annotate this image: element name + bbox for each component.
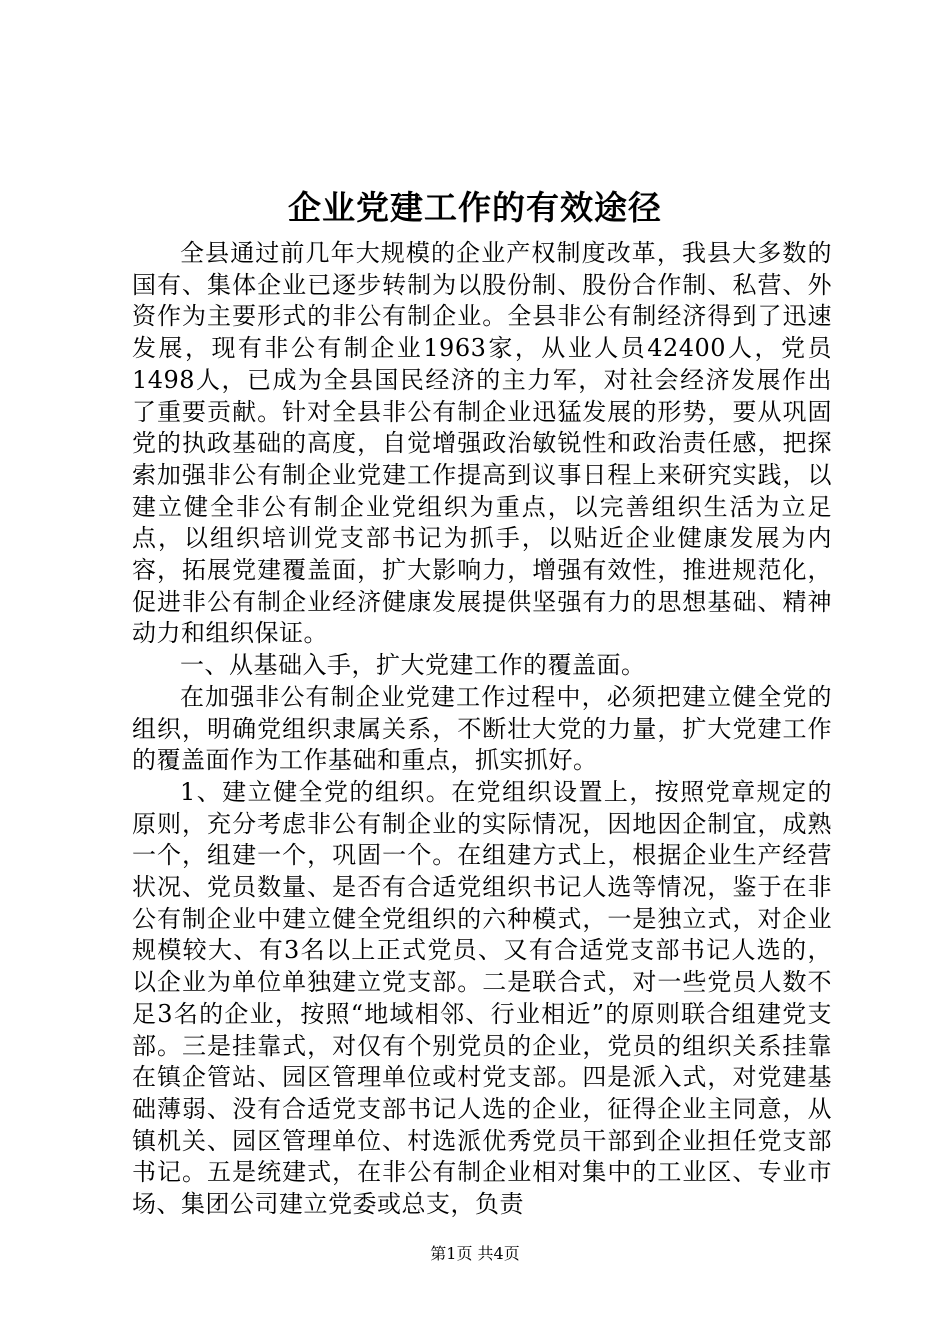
section-heading-1: 一、从基础入手，扩大党建工作的覆盖面。 <box>180 651 646 680</box>
page-number-footer: 第1页 共4页 <box>430 1244 520 1263</box>
document-title: 企业党建工作的有效途径 <box>288 188 662 227</box>
paragraph-intro: 全县通过前几年大规模的企业产权制度改革，我县大多数的国有、集体企业已逐步转制为以股份制、股份合作制、私营、外资作为主要形式的非公有制企业。全县非公有制经济得到了迅速发展，现有非公有制企业1963家，从业人员42400人，党员1498人，已成为全县国民经济的主力军，对社会经济发展作出了重要贡献。针对全县非公有制企业迅猛发展的形势，要从巩固党的执政基础的高度，自觉增强政治敏锐性和政治责任感，把探索加强非公有制企业党建工作提高到议事日程上来研究实践，以建立健全非公有制企业党组织为重点，以完善组织生活为立足点，以组织培训党支部书记为抓手，以贴近企业健康发展为内容，拓展党建覆盖面，扩大影响力，增强有效性，推进规范化，促进非公有制企业经济健康发展提供坚强有力的思想基础、精神动力和组织保证。 <box>132 239 832 648</box>
paragraph-section-1: 在加强非公有制企业党建工作过程中，必须把建立健全党的组织，明确党组织隶属关系，不断壮大党的力量，扩大党建工作的覆盖面作为工作基础和重点，抓实抓好。 <box>132 682 832 775</box>
document-body <box>132 238 832 1221</box>
paragraph-item-1: 1、建立健全党的组织。在党组织设置上，按照党章规定的原则，充分考虑非公有制企业的实际情况，因地因企制宜，成熟一个，组建一个，巩固一个。在组建方式上，根据企业生产经营状况、党员数量、是否有合适党组织书记人选等情况，鉴于在非公有制企业中建立健全党组织的六种模式，一是独立式，对企业规模较大、有3名以上正式党员、又有合适党支部书记人选的，以企业为单位单独建立党支部。二是联合式，对一些党员人数不足3名的企业，按照“地域相邻、行业相近”的原则联合组建党支部。三是挂靠式，对仅有个别党员的企业，党员的组织关系挂靠在镇企管站、园区管理单位或村党支部。四是派入式，对党建基础薄弱、没有合适党支部书记人选的企业，征得企业主同意，从镇机关、园区管理单位、村选派优秀党员干部到企业担任党支部书记。五是统建式，在非公有制企业相对集中的工业区、专业市场、集团公司建立党委或总支，负责 <box>132 777 832 1219</box>
